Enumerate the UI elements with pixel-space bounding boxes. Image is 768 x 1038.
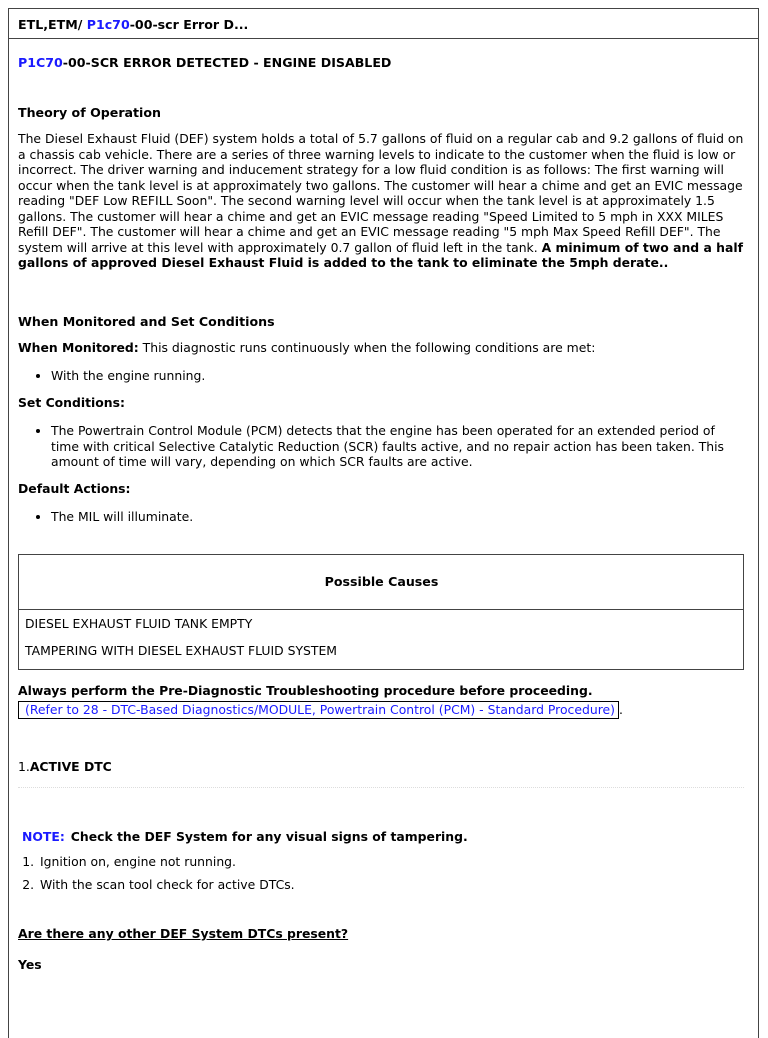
theory-tail: . xyxy=(663,255,669,270)
when-monitored-line xyxy=(18,340,746,356)
header-code: P1c70 xyxy=(86,17,130,32)
note-text: Check the DEF System for any visual signs of tampering. xyxy=(70,828,468,844)
title-text: -00-SCR ERROR DETECTED - ENGINE DISABLED xyxy=(62,55,392,70)
list-item: • The Powertrain Control Module (PCM) detects that the engine has been operated for an extended period of time with critical Selective Catalytic Reduction (SCR) faults active, and no repair action has been taken. This amount of time will vary, depending on which SCR faults are active. xyxy=(51,423,746,470)
reference-tail: . xyxy=(619,702,623,717)
list-item: 2. With the scan tool check for active DTCs. xyxy=(38,873,746,896)
set-conditions-label: Set Conditions: xyxy=(18,394,125,410)
step-title-text: ACTIVE DTC xyxy=(29,759,112,774)
when-monitored-list xyxy=(18,368,746,384)
list-item: • The MIL will illuminate. xyxy=(51,509,746,525)
default-actions-label: Default Actions: xyxy=(18,480,131,496)
set-conditions-list xyxy=(18,423,746,470)
theory-body: The Diesel Exhaust Fluid (DEF) system holds a total of 5.7 gallons of fluid on a regular cab and 9.2 gallons of fluid on a chassis cab vehicle. There are a series of three warning levels to indicate to the customer when the fluid is low or incorrect. The driver warning and inducement strategy for a low fluid condition is as follows: The first warning will occur when the tank level is at approximately two gallons. The customer will hear a chime and get an EVIC message reading "DEF Low REFILL Soon". The second warning level will occur when the tank level is at approximately 1.5 gallons. The customer will hear a chime and get an EVIC message reading "Speed Limited to 5 mph in XXX MILES Refill DEF". The customer will hear a chime and get an EVIC message reading "5 mph Max Speed Refill DEF". The system will arrive at this level with approximately 0.7 gallon of fluid left in the tank. xyxy=(18,131,744,255)
header-prefix: ETL,ETM/ xyxy=(18,17,87,32)
note-label: NOTE: xyxy=(22,828,65,844)
theory-heading: Theory of Operation xyxy=(18,105,161,120)
when-monitored-text: This diagnostic runs continuously when the following conditions are met: xyxy=(138,339,596,355)
step-instructions xyxy=(18,850,746,896)
theory-paragraph xyxy=(18,131,746,271)
default-actions-list xyxy=(18,509,746,525)
step-title xyxy=(18,759,746,775)
list-item: • With the engine running. xyxy=(51,368,746,384)
divider xyxy=(18,787,744,788)
step-number: 1. xyxy=(18,759,30,774)
document-header xyxy=(9,9,758,39)
monitored-heading: When Monitored and Set Conditions xyxy=(18,313,275,329)
reference-link[interactable]: (Refer to 28 - DTC-Based Diagnostics/MODULE, Powertrain Control (PCM) - Standard Procedure) xyxy=(18,701,619,719)
title-code: P1C70 xyxy=(18,55,63,70)
possible-causes-table xyxy=(18,554,744,670)
table-row: TAMPERING WITH DIESEL EXHAUST FLUID SYSTEM xyxy=(25,642,337,658)
document-frame xyxy=(8,8,759,1038)
pre-diagnostic-instruction: Always perform the Pre-Diagnostic Troubleshooting procedure before proceeding. xyxy=(18,682,593,698)
possible-causes-heading: Possible Causes xyxy=(19,554,744,609)
page-title xyxy=(18,55,746,70)
answer-yes[interactable]: Yes xyxy=(18,956,42,972)
table-row: DIESEL EXHAUST FLUID TANK EMPTY xyxy=(25,615,253,631)
theory-bold: A minimum of two and a half gallons of approved Diesel Exhaust Fluid is added to the tank to eliminate the 5mph derate. xyxy=(18,239,743,270)
document-content xyxy=(9,55,746,972)
reference-line xyxy=(18,698,746,719)
list-item: 1. Ignition on, engine not running. xyxy=(38,850,746,873)
when-monitored-label: When Monitored: xyxy=(18,339,139,355)
header-suffix: -00-scr Error D... xyxy=(129,17,249,32)
step-question: Are there any other DEF System DTCs present? xyxy=(18,926,349,941)
note-line xyxy=(18,829,746,845)
